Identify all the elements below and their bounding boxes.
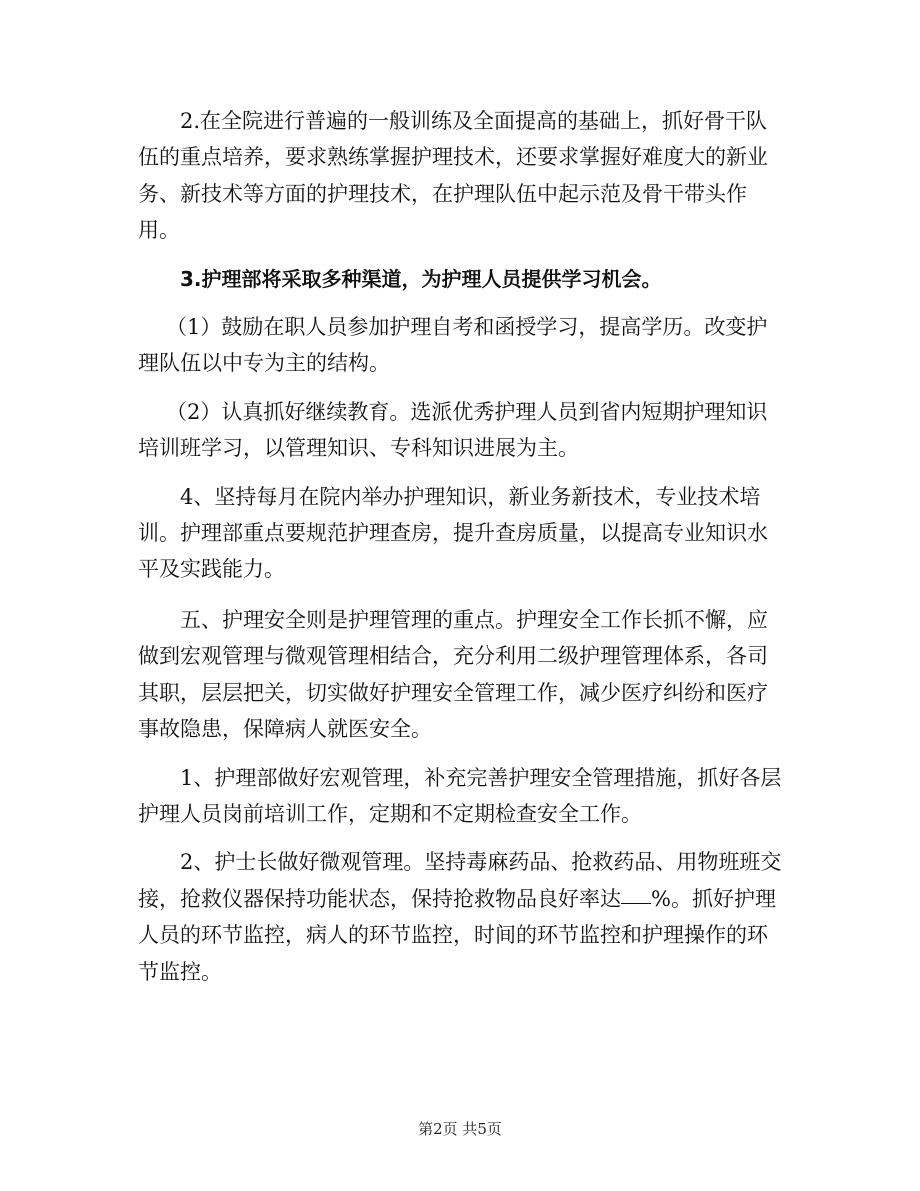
paragraph-7: 1、护理部做好宏观管理，补充完善护理安全管理措施，抓好各层护理人员岗前培训工作，定期和不定期检查安全工作。 xyxy=(138,765,782,826)
paragraph-3: （1）鼓励在职人员参加护理自考和函授学习，提高学历。改变护理队伍以中专为主的结构。 xyxy=(138,315,768,376)
document-body xyxy=(138,103,788,992)
paragraph-4: （2）认真抓好继续教育。选派优秀护理人员到省内短期护理知识培训班学习，以管理知识、专科知识进展为主。 xyxy=(138,399,768,461)
paragraph-2-heading: 3.护理部将采取多种渠道，为护理人员提供学习机会。 xyxy=(180,266,662,291)
fill-blank xyxy=(621,902,651,904)
paragraph-8-text-before: 2、护士长做好微观管理。坚持毒麻药品、抢救药品、用物班班交接，抢救仪器保持功能状态，保持抢救物品良好率达 xyxy=(138,850,782,911)
page-footer: 第2页 共5页 xyxy=(418,1120,502,1138)
paragraph-1: 2.在全院进行普遍的一般训练及全面提高的基础上，抓好骨干队伍的重点培养，要求熟练掌握护理技术，还要求掌握好难度大的新业务、新技术等方面的护理技术，在护理队伍中起示范及骨干带头作用。 xyxy=(138,109,768,243)
paragraph-6: 五、护理安全则是护理管理的重点。护理安全工作长抓不懈，应做到宏观管理与微观管理相结合，充分利用二级护理管理体系，各司其职，层层把关，切实做好护理安全管理工作，减少医疗纠纷和医疗事故隐患，保障病人就医安全。 xyxy=(138,607,768,742)
paragraph-5: 4、坚持每月在院内举办护理知识，新业务新技术，专业技术培训。护理部重点要规范护理查房，提升查房质量，以提高专业知识水平及实践能力。 xyxy=(138,484,768,582)
paragraph-8-text-after: %。抓好护理人员的环节监控，病人的环节监控，时间的环节监控和护理操作的环节监控。 xyxy=(138,886,776,984)
paragraph-8 xyxy=(138,844,788,990)
